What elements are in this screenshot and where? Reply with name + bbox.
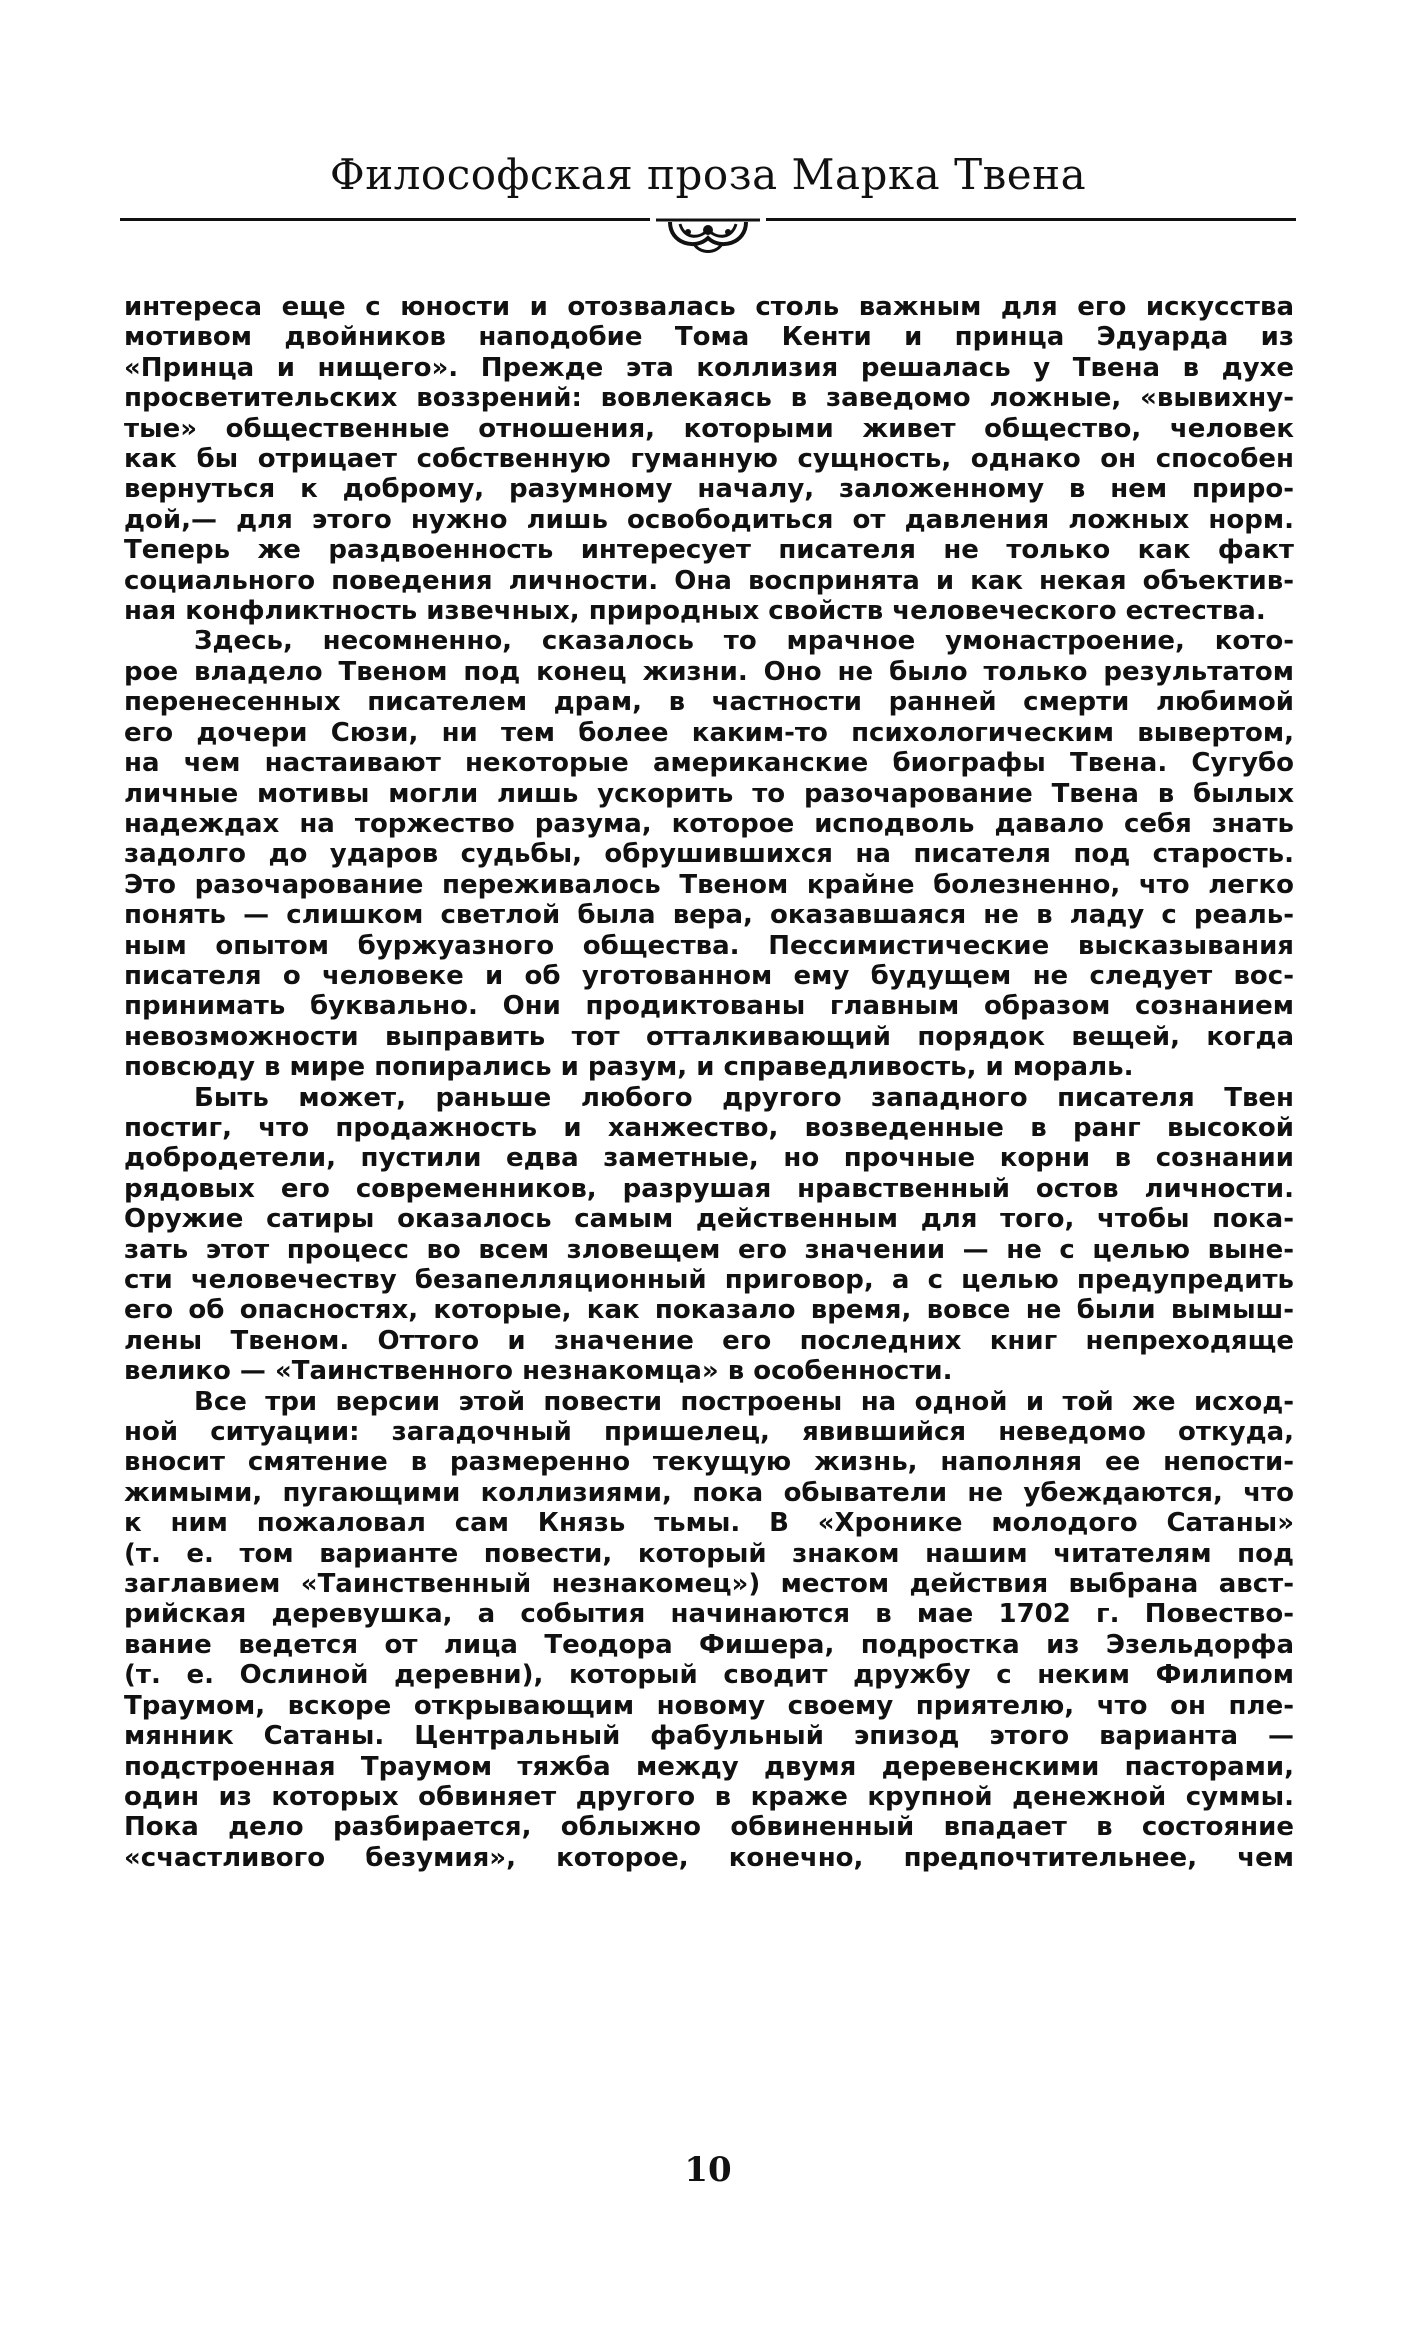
text-line: социального поведения личности. Она воспринята и как некая объектив-: [124, 565, 1294, 596]
text-line: зать этот процесс во всем зловещем его значении — не с целью выне-: [124, 1234, 1294, 1265]
text-line: Это разочарование переживалось Твеном крайне болезненно, что легко: [124, 869, 1294, 900]
text-line: интереса еще с юности и отозвалась столь важным для его искусства: [124, 292, 1294, 322]
text-line: его дочери Сюзи, ни тем более каким-то психологическим вывертом,: [124, 717, 1294, 748]
text-line: личные мотивы могли лишь ускорить то разочарование Твена в былых: [124, 778, 1294, 809]
text-line: велико — «Таинственного незнакомца» в особенности.: [124, 1356, 953, 1387]
text-line: добродетели, пустили едва заметные, но прочные корни в сознании: [124, 1143, 1294, 1174]
text-line: мотивом двойников наподобие Тома Кенти и принца Эдуарда из: [124, 322, 1294, 353]
running-header: Философская проза Марка Твена: [329, 150, 1087, 199]
text-line: рядовых его современников, разрушая нравственный остов личности.: [124, 1173, 1294, 1204]
text-line: мянник Сатаны. Центральный фабульный эпизод этого варианта —: [124, 1721, 1294, 1752]
text-line: сти человечеству безапелляционный приговор, а с целью предупредить: [124, 1265, 1294, 1295]
body-text: [124, 292, 1294, 1873]
text-line: Теперь же раздвоенность интересует писателя не только как факт: [124, 535, 1294, 566]
text-line: лены Твеном. Оттого и значение его последних книг непреходяще: [124, 1325, 1294, 1356]
text-line: один из которых обвиняет другого в краже крупной денежной суммы.: [124, 1781, 1294, 1812]
text-line: повсюду в мире попирались и разум, и справедливость, и мораль.: [124, 1052, 1134, 1083]
text-line: (т. е. том варианте повести, который знаком нашим читателям под: [124, 1538, 1294, 1569]
text-line: дой,— для этого нужно лишь освободиться от давления ложных норм.: [124, 504, 1294, 535]
text-line: Оружие сатиры оказалось самым действенным для того, чтобы пока-: [124, 1204, 1294, 1235]
text-line: невозможности выправить тот отталкивающий порядок вещей, когда: [124, 1021, 1294, 1052]
text-line: просветительских воззрений: вовлекаясь в заведомо ложные, «вывихну-: [124, 383, 1294, 414]
text-line: Здесь, несомненно, сказалось то мрачное умонастроение, кото-: [194, 626, 1294, 657]
text-line: «счастливого безумия», которое, конечно, предпочтительнее, чем: [124, 1842, 1294, 1873]
text-line: ной ситуации: загадочный пришелец, явившийся неведомо откуда,: [124, 1417, 1294, 1448]
text-line: принимать буквально. Они продиктованы главным образом сознанием: [124, 991, 1294, 1022]
text-line: Пока дело разбирается, облыжно обвиненный впадает в состояние: [124, 1812, 1294, 1843]
text-line: тые» общественные отношения, которыми живет общество, человек: [124, 413, 1294, 444]
text-line: «Принца и нищего». Прежде эта коллизия решалась у Твена в духе: [124, 352, 1294, 383]
page-number: 10: [684, 2150, 732, 2190]
text-line: перенесенных писателем драм, в частности ранней смерти любимой: [124, 687, 1294, 718]
text-line: Траумом, вскоре открывающим новому своему приятелю, что он пле-: [124, 1690, 1294, 1721]
text-line: Все три версии этой повести построены на одной и той же исход-: [194, 1386, 1294, 1417]
text-line: ная конфликтность извечных, природных свойств человеческого естества.: [124, 596, 1266, 627]
text-line: подстроенная Траумом тяжба между двумя деревенскими пасторами,: [124, 1751, 1294, 1782]
text-line: рийская деревушка, а события начинаются в мае 1702 г. Повество-: [124, 1599, 1294, 1630]
text-line: постиг, что продажность и ханжество, возведенные в ранг высокой: [124, 1112, 1294, 1143]
ornament-icon: [650, 214, 766, 260]
text-line: к ним пожаловал сам Князь тьмы. В «Хронике молодого Сатаны»: [124, 1508, 1294, 1539]
text-line: ным опытом буржуазного общества. Пессимистические высказывания: [124, 930, 1294, 961]
text-line: жимыми, пугающими коллизиями, пока обыватели не убеждаются, что: [124, 1477, 1294, 1508]
text-line: на чем настаивают некоторые американские биографы Твена. Сугубо: [124, 748, 1294, 779]
text-line: как бы отрицает собственную гуманную сущность, однако он способен: [124, 444, 1294, 475]
text-line: надеждах на торжество разума, которое исподволь давало себя знать: [124, 808, 1294, 839]
text-line: вание ведется от лица Теодора Фишера, подростка из Эзельдорфа: [124, 1629, 1294, 1660]
text-line: задолго до ударов судьбы, обрушившихся на писателя под старость.: [124, 839, 1294, 870]
text-line: вернуться к доброму, разумному началу, заложенному в нем приро-: [124, 474, 1294, 505]
text-line: его об опасностях, которые, как показало время, вовсе не были вымыш-: [124, 1295, 1294, 1326]
text-line: писателя о человеке и об уготованном ему будущем не следует вос-: [124, 960, 1294, 991]
text-line: рое владело Твеном под конец жизни. Оно не было только результатом: [124, 656, 1294, 687]
text-line: заглавием «Таинственный незнакомец») местом действия выбрана авст-: [124, 1569, 1294, 1600]
text-line: вносит смятение в размеренно текущую жизнь, наполняя ее непости-: [124, 1447, 1294, 1478]
text-line: понять — слишком светлой была вера, оказавшаяся не в ладу с реаль-: [124, 900, 1294, 931]
text-line: Быть может, раньше любого другого западного писателя Твен: [194, 1082, 1294, 1113]
text-line: (т. е. Ослиной деревни), который сводит дружбу с неким Филипом: [124, 1660, 1294, 1691]
